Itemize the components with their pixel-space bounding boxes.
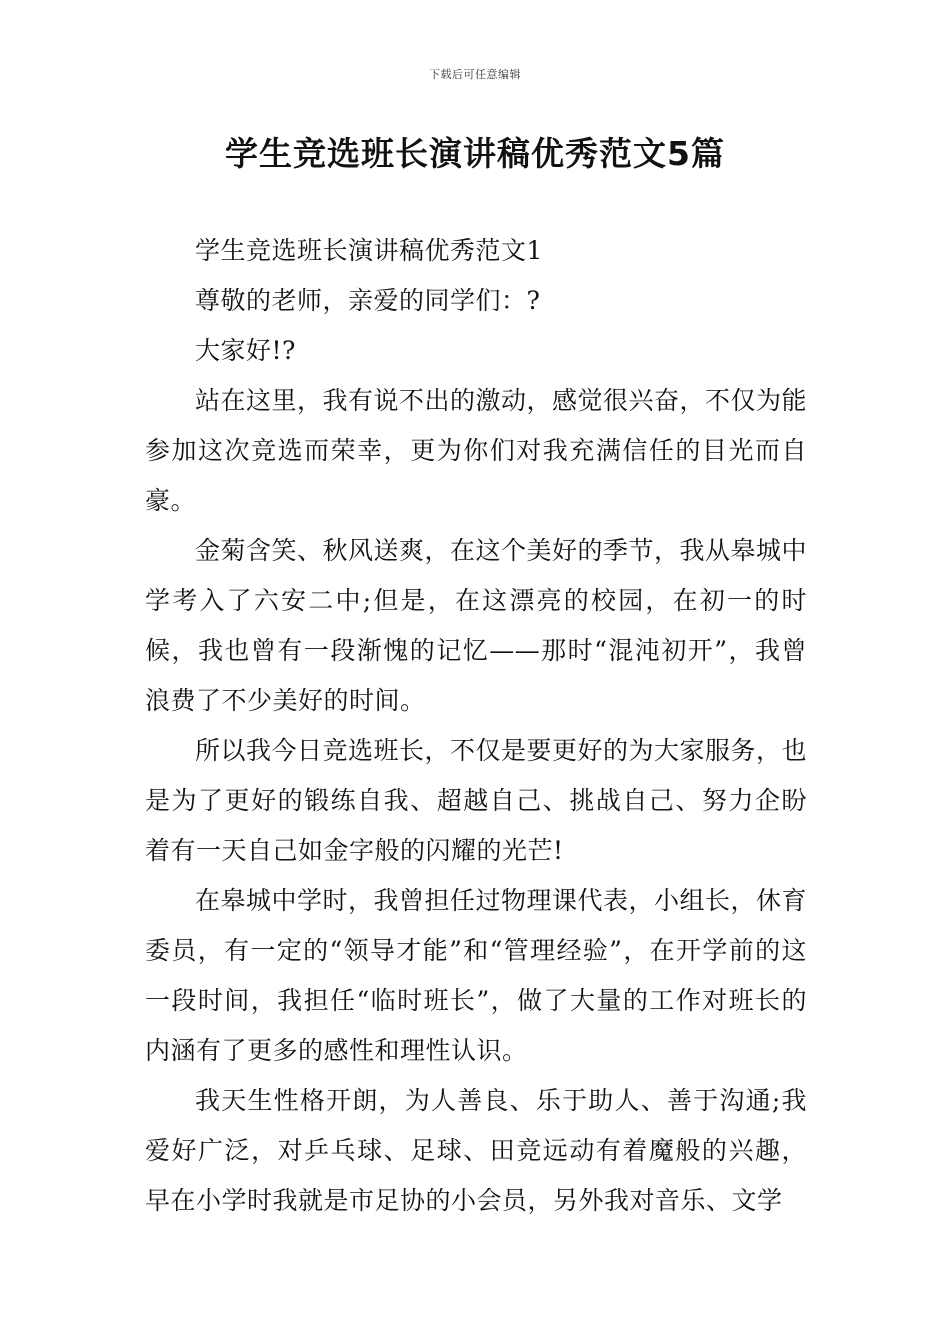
paragraph: 在皋城中学时，我曾担任过物理课代表，小组长，休育委员，有一定的“领导才能”和“管理经验”，在开学前的这一段时间，我担任“临时班长”，做了大量的工作对班长的内涵有了更多的感性和理性认识。 xyxy=(145,886,808,1065)
paragraph: 所以我今日竞选班长，不仅是要更好的为大家服务，也是为了更好的锻练自我、超越自己、挑战自己、努力企盼着有一天自己如金字般的闪耀的光芒! xyxy=(145,736,808,865)
paragraph: 我天生性格开朗，为人善良、乐于助人、善于沟通;我爱好广泛，对乒乓球、足球、田竞远动有着魔般的兴趣，早在小学时我就是市足协的小会员，另外我对音乐、文学 xyxy=(145,1086,807,1215)
document-title: 学生竞选班长演讲稿优秀范文5篇 xyxy=(225,134,725,173)
section-heading: 学生竞选班长演讲稿优秀范文1 xyxy=(195,236,543,265)
salutation: 尊敬的老师，亲爱的同学们：? xyxy=(195,286,541,315)
paragraph: 站在这里，我有说不出的激动，感觉很兴奋，不仅为能参加这次竞选而荣幸，更为你们对我充满信任的目光而自豪。 xyxy=(145,386,808,515)
paragraph: 金菊含笑、秋风送爽，在这个美好的季节，我从皋城中学考入了六安二中;但是，在这漂亮的校园，在初一的时候，我也曾有一段渐愧的记忆——那时“混沌初开”，我曾浪费了不少美好的时间。 xyxy=(145,536,808,715)
header-note: 下载后可任意编辑 xyxy=(429,68,521,81)
greeting: 大家好!? xyxy=(195,336,296,365)
document-body xyxy=(145,226,807,1226)
